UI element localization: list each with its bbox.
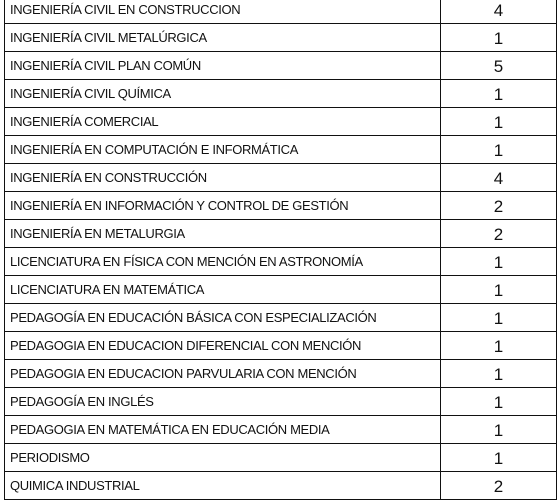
program-name-cell: INGENIERÍA EN INFORMACIÓN Y CONTROL DE GESTIÓN	[5, 192, 441, 220]
table-row	[5, 220, 557, 248]
count-cell: 2	[441, 220, 557, 248]
count-cell: 1	[441, 108, 557, 136]
program-name-cell: INGENIERÍA EN CONSTRUCCIÓN	[5, 164, 441, 192]
program-name-cell: INGENIERÍA CIVIL QUÍMICA	[5, 80, 441, 108]
table-row	[5, 444, 557, 472]
count-cell: 1	[441, 332, 557, 360]
count-cell: 1	[441, 276, 557, 304]
program-name-cell: INGENIERÍA CIVIL EN CONSTRUCCION	[5, 0, 441, 24]
program-name-cell: QUIMICA INDUSTRIAL	[5, 472, 441, 500]
program-name-cell: PEDAGOGÍA EN EDUCACIÓN BÁSICA CON ESPECIALIZACIÓN	[5, 304, 441, 332]
program-name-cell: INGENIERÍA CIVIL PLAN COMÚN	[5, 52, 441, 80]
count-cell: 1	[441, 248, 557, 276]
table-body	[5, 0, 557, 500]
program-name-cell: LICENCIATURA EN FÍSICA CON MENCIÓN EN ASTRONOMÍA	[5, 248, 441, 276]
table-row	[5, 80, 557, 108]
table-row	[5, 304, 557, 332]
table-row	[5, 388, 557, 416]
count-cell: 2	[441, 472, 557, 500]
count-cell: 4	[441, 0, 557, 24]
count-cell: 1	[441, 136, 557, 164]
count-cell: 1	[441, 416, 557, 444]
program-name-cell: INGENIERÍA CIVIL METALÚRGICA	[5, 24, 441, 52]
table-row	[5, 164, 557, 192]
program-name-cell: PERIODISMO	[5, 444, 441, 472]
table-row	[5, 192, 557, 220]
count-cell: 2	[441, 192, 557, 220]
table-row	[5, 472, 557, 500]
program-name-cell: PEDAGOGIA EN EDUCACION PARVULARIA CON MENCIÓN	[5, 360, 441, 388]
count-cell: 1	[441, 24, 557, 52]
count-cell: 5	[441, 52, 557, 80]
table-row	[5, 276, 557, 304]
count-cell: 1	[441, 388, 557, 416]
count-cell: 1	[441, 360, 557, 388]
table-row	[5, 24, 557, 52]
table-row	[5, 416, 557, 444]
program-name-cell: LICENCIATURA EN MATEMÁTICA	[5, 276, 441, 304]
table-row	[5, 360, 557, 388]
program-name-cell: INGENIERÍA EN METALURGIA	[5, 220, 441, 248]
program-name-cell: INGENIERÍA EN COMPUTACIÓN E INFORMÁTICA	[5, 136, 441, 164]
count-cell: 1	[441, 80, 557, 108]
program-name-cell: PEDAGOGÍA EN INGLÉS	[5, 388, 441, 416]
table-row	[5, 136, 557, 164]
program-name-cell: PEDAGOGIA EN MATEMÁTICA EN EDUCACIÓN MEDIA	[5, 416, 441, 444]
program-name-cell: PEDAGOGIA EN EDUCACION DIFERENCIAL CON MENCIÓN	[5, 332, 441, 360]
table-row	[5, 0, 557, 24]
count-cell: 1	[441, 304, 557, 332]
count-cell: 4	[441, 164, 557, 192]
table-row	[5, 108, 557, 136]
count-cell: 1	[441, 444, 557, 472]
table-row	[5, 248, 557, 276]
table-row	[5, 332, 557, 360]
table-row	[5, 52, 557, 80]
program-count-table	[4, 0, 557, 500]
program-name-cell: INGENIERÍA COMERCIAL	[5, 108, 441, 136]
